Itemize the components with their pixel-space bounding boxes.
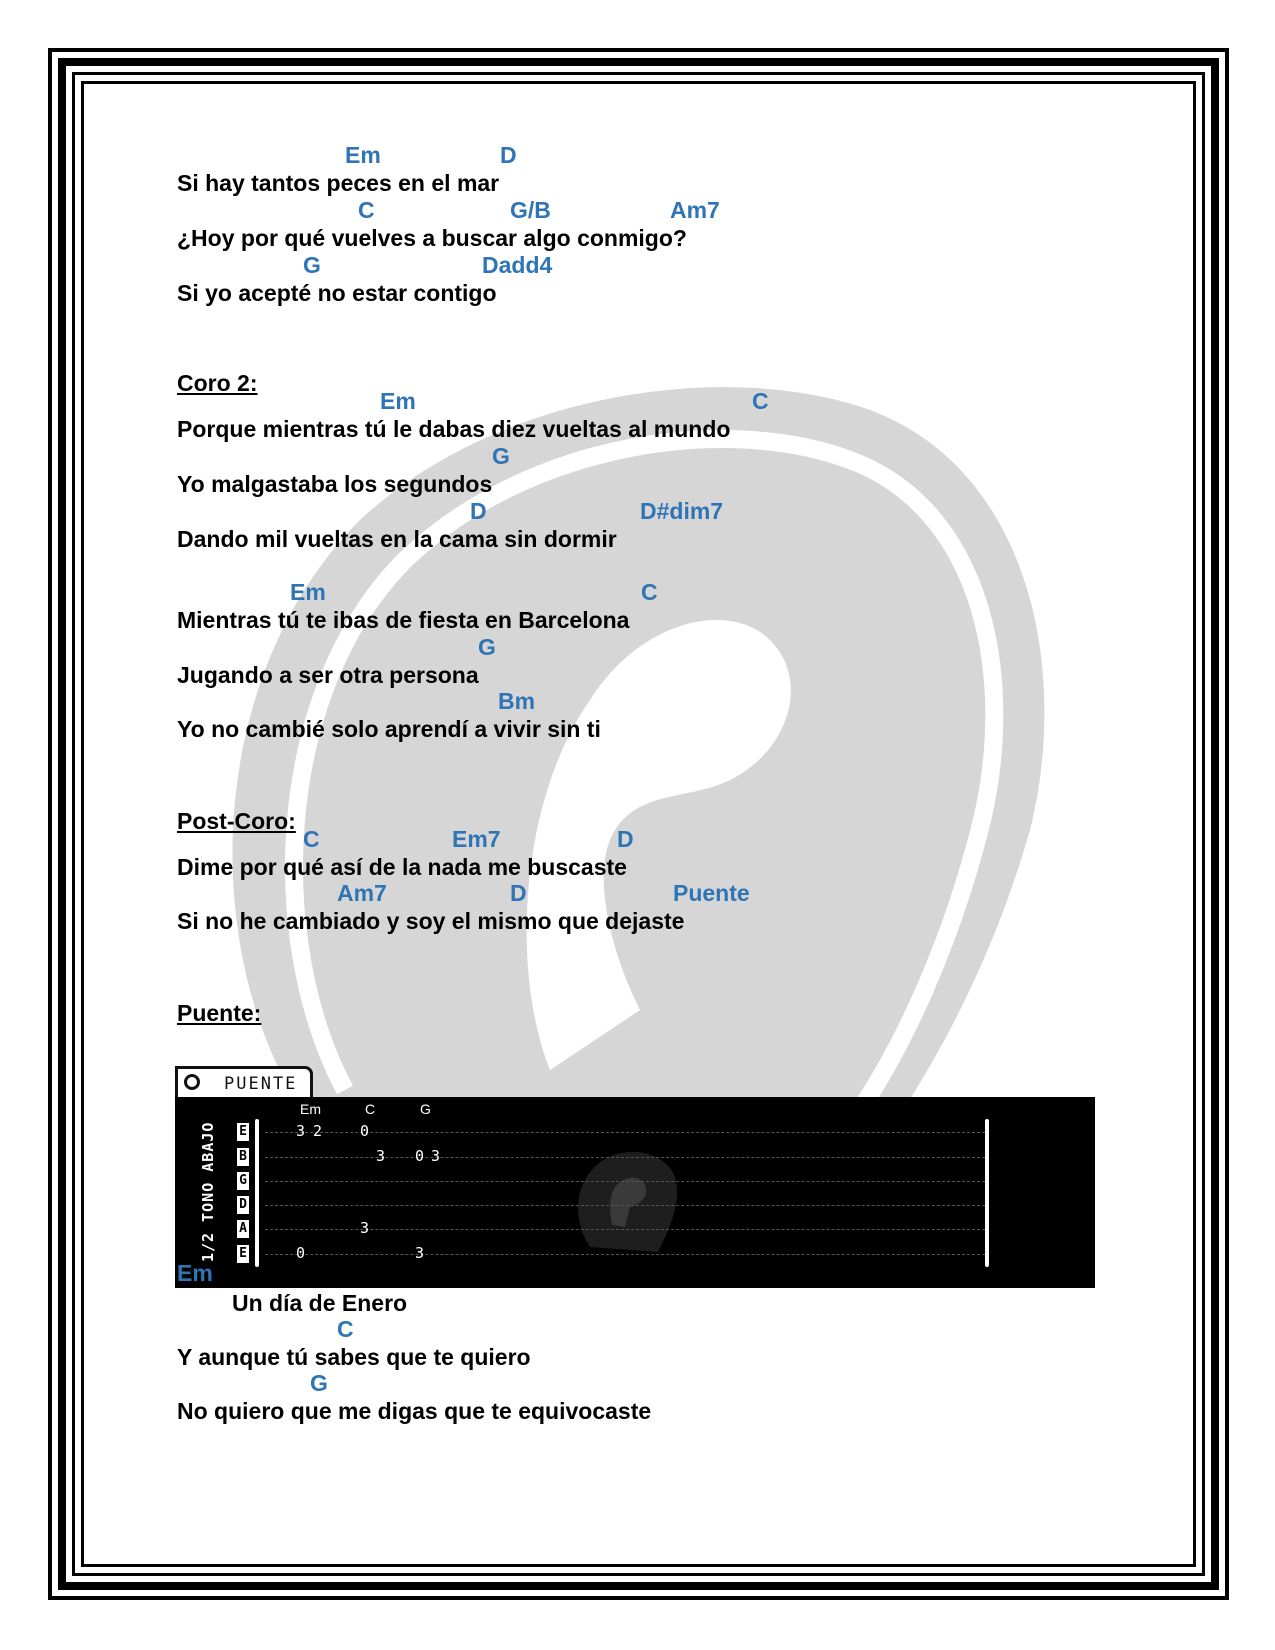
chord-label: D	[510, 880, 527, 906]
lyric-line: Si no he cambiado y soy el mismo que dejaste	[177, 908, 685, 934]
chord-label: Em7	[452, 826, 501, 852]
tab-string-name: E	[237, 1245, 249, 1263]
tab-tuning-label: 1/2 TONO ABAJO	[199, 1121, 217, 1262]
chord-label: G	[492, 443, 510, 469]
tab-string-name: B	[237, 1148, 249, 1166]
tab-fret-number: 3	[415, 1244, 425, 1262]
chord-label: Em	[380, 388, 416, 414]
lyric-line: Porque mientras tú le dabas diez vueltas al mundo	[177, 416, 731, 442]
tab-fret-number: 0	[360, 1122, 370, 1140]
tab-fret-number: 3	[431, 1147, 441, 1165]
lyric-line: Si yo acepté no estar contigo	[177, 280, 497, 306]
tab-fret-number: 2	[313, 1122, 323, 1140]
chord-label: G/B	[510, 197, 551, 223]
lyric-line: Dime por qué así de la nada me buscaste	[177, 854, 627, 880]
loop-icon	[184, 1074, 200, 1090]
tab-string-name: D	[237, 1196, 249, 1214]
tab-fret-number: 3	[376, 1147, 386, 1165]
chord-label: C	[303, 826, 320, 852]
tab-tag	[175, 1066, 313, 1098]
tab-end-bar	[985, 1119, 989, 1267]
chord-label: D	[470, 498, 487, 524]
chord-label: Puente	[673, 880, 750, 906]
coro-2-heading: Coro 2:	[177, 370, 258, 396]
lyric-line: Jugando a ser otra persona	[177, 662, 479, 688]
chord-label: G	[303, 252, 321, 278]
lyric-line: Un día de Enero	[232, 1290, 408, 1316]
chord-label: G	[478, 634, 496, 660]
lyric-line: Yo no cambié solo aprendí a vivir sin ti	[177, 716, 601, 742]
chord-label: C	[358, 197, 375, 223]
tab-chord-label: Em	[300, 1101, 321, 1117]
tab-fret-number: 0	[415, 1147, 425, 1165]
lyric-line: No quiero que me digas que te equivocaste	[177, 1398, 652, 1424]
tab-fret-number: 3	[296, 1122, 306, 1140]
tab-chord-label: C	[365, 1101, 376, 1117]
tab-string-line	[265, 1132, 985, 1133]
tab-string-line	[265, 1254, 985, 1255]
chord-label: D	[500, 142, 517, 168]
chord-label: Em	[177, 1260, 213, 1286]
puente-heading: Puente:	[177, 1000, 262, 1026]
post-coro-heading: Post-Coro:	[177, 808, 296, 834]
tab-string-name: G	[237, 1172, 249, 1190]
chord-label: C	[752, 388, 769, 414]
tab-pick-logo-icon	[570, 1147, 680, 1257]
tab-string-line	[265, 1229, 985, 1230]
tab-board	[175, 1097, 1095, 1288]
tab-chord-label: G	[420, 1101, 431, 1117]
tab-string-name: E	[237, 1123, 249, 1141]
lyric-line: Dando mil vueltas en la cama sin dormir	[177, 526, 617, 552]
tab-string-line	[265, 1181, 985, 1182]
lyric-line: Yo malgastaba los segundos	[177, 471, 493, 497]
tab-fret-number: 0	[296, 1244, 306, 1262]
lyric-line: Si hay tantos peces en el mar	[177, 170, 500, 196]
tab-tag-label: PUENTE	[224, 1074, 298, 1094]
tab-fret-number: 3	[360, 1219, 370, 1237]
chord-label: C	[337, 1316, 354, 1342]
tab-start-bar	[255, 1119, 259, 1267]
chord-label: Am7	[337, 880, 387, 906]
chord-label: D	[617, 826, 634, 852]
chord-label: C	[641, 579, 658, 605]
tab-string-line	[265, 1157, 985, 1158]
chord-label: Em	[345, 142, 381, 168]
chord-label: Am7	[670, 197, 720, 223]
lyric-line: ¿Hoy por qué vuelves a buscar algo conmigo?	[177, 225, 687, 251]
chord-label: Dadd4	[482, 252, 553, 278]
guitar-tab	[175, 1066, 1095, 1288]
chord-label: Em	[290, 579, 326, 605]
chord-label: D#dim7	[640, 498, 724, 524]
chord-label: G	[310, 1370, 328, 1396]
lyric-line: Y aunque tú sabes que te quiero	[177, 1344, 531, 1370]
chord-label: Bm	[498, 688, 536, 714]
tab-string-line	[265, 1205, 985, 1206]
lyric-line: Mientras tú te ibas de fiesta en Barcelona	[177, 607, 630, 633]
tab-string-name: A	[237, 1220, 249, 1238]
